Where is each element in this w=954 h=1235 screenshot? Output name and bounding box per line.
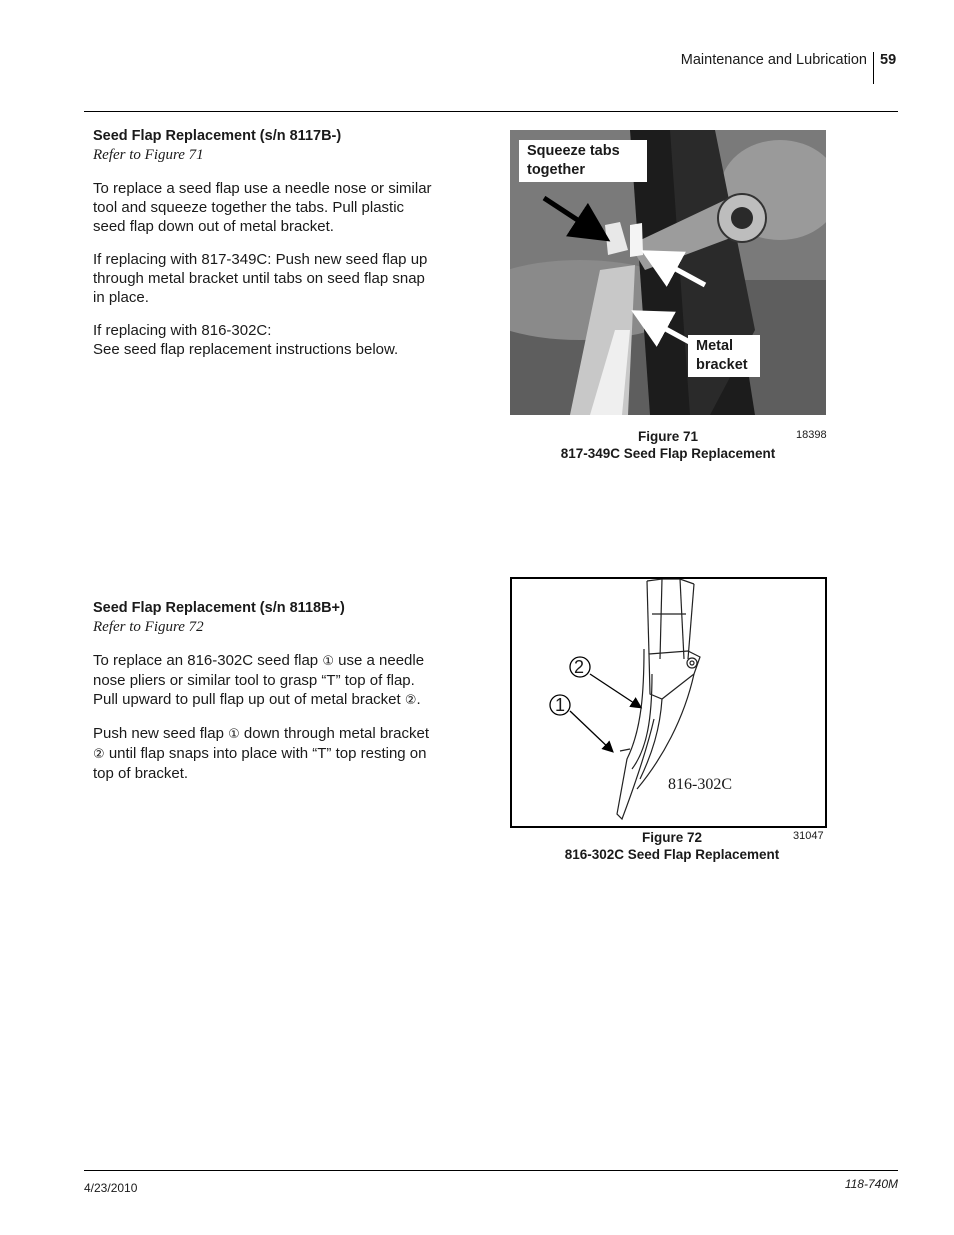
part-number-label: 816-302C [668,776,732,793]
section2-p2-part-a: Push new seed flap [93,725,229,742]
section1-paragraph-3-line-2: See seed flap replacement instructions below. [93,341,399,358]
section1-paragraph-3-line-1: If replacing with 816-302C: [93,322,272,339]
figure71-caption-number: Figure 71 [637,429,699,444]
flap-marker-1: ① [228,727,240,742]
flap-marker-1: ① [322,654,334,669]
footer-rule [84,1170,898,1171]
section1-title: Seed Flap Replacement (s/n 8117B-) [93,128,342,144]
footer-date: 4/23/2010 [84,1181,138,1195]
section2-p2-part-c: until flap snaps into place with “T” top resting on top of bracket. [93,745,427,782]
section1-paragraph-2: If replacing with 817-349C: Push new seed flap up through metal bracket until tabs on seed flap snap in place. [93,251,428,306]
figure72-image-number: 31047 [793,830,824,842]
page-number: 59 [880,52,897,68]
figure71-image-number: 18398 [796,429,827,441]
callout-squeeze-tabs: Squeeze tabs together [519,140,647,182]
section-seed-flap-8117b [93,127,438,359]
header-rule [84,111,898,112]
figure72-caption-title: 816-302C Seed Flap Replacement [564,847,780,862]
section-seed-flap-8118b [93,599,438,783]
section2-p2-part-b: down through metal bracket [239,725,430,742]
header-section-title: Maintenance and Lubrication [680,52,867,68]
figure71-caption-title: 817-349C Seed Flap Replacement [560,446,776,461]
header-divider [873,52,874,84]
section1-paragraph-1: To replace a seed flap use a needle nose or similar tool and squeeze together the tabs. Pull plastic seed flap down out of metal bracket. [93,180,432,235]
section1-paragraph-3 [93,321,438,359]
footer-doc-number: 118-740M [844,1177,898,1191]
section2-p1-part-b: use a needle nose pliers or similar tool to grasp “T” top of flap. Pull upward to pull flap up out of metal bracket [93,652,425,708]
section2-title: Seed Flap Replacement (s/n 8118B+) [93,600,345,616]
figure71-caption [510,428,826,462]
callout-number-1: 1 [555,695,566,715]
bracket-marker-2: ② [93,747,105,762]
callout-number-2: 2 [574,657,585,677]
figure72-caption-number: Figure 72 [641,830,703,845]
figure72-drawing [510,577,827,828]
callout-metal-bracket: Metal bracket [688,335,760,377]
section2-p1-part-a: To replace an 816-302C seed flap [93,652,323,669]
bracket-marker-2: ② [404,693,417,708]
section2-p1-part-c: . [416,691,421,708]
section1-reference: Refer to Figure 71 [93,147,204,163]
section2-paragraph-1 [93,651,438,710]
section2-paragraph-2 [93,724,438,783]
figure72-caption [510,829,834,863]
section2-reference: Refer to Figure 72 [93,619,204,635]
figure71-photo [510,130,826,415]
